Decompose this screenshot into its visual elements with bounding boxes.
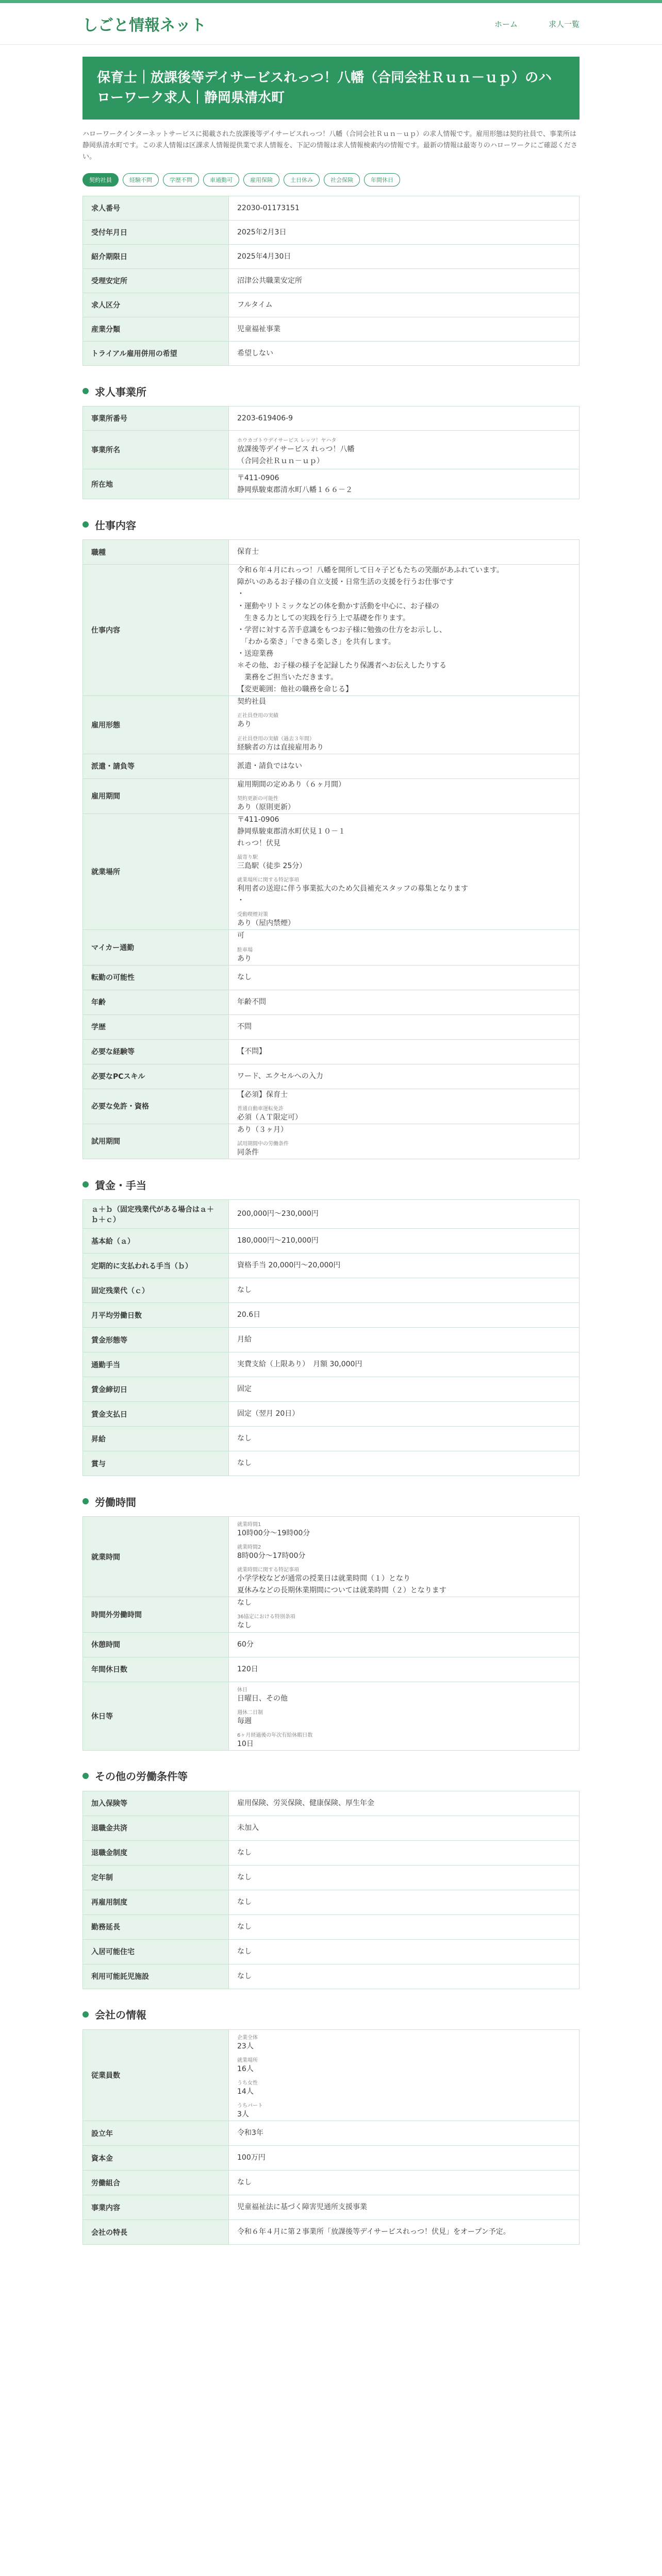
sub-label: 試用期間中の労働条件 (237, 1141, 289, 1147)
bullet-icon (82, 1773, 89, 1779)
hours-table (82, 1516, 580, 1751)
sub-label: 受動喫煙対策 (237, 912, 268, 918)
section-heading-hours: 労働時間 (82, 1494, 580, 1509)
value-text: 令和６年４月にれっつ！八幡を開所して日々子どもたちの笑顔があふれています。 障がいのあるお子様の自立支援・日常生活の支援を行うお仕事です ・ ・運動やリトミックなどの体を動かす活動を中心に、お子様の 生きる力としての実践を行う上で基礎を作ります。 ・学習に対する苦手意識をもつお子様に勉強の仕方をお示しし、 「わかる楽さ」「できる楽しさ」を共有します。 ・送迎業務 ＊その他、お子様の様子を記録したり保護者へお伝えしたりする 業務をご担当いただきます。 【変更範囲：他社の職務を命じる】 (237, 566, 504, 694)
row-label: 労働組合 (83, 2171, 229, 2195)
sub-label: 正社員登用の実績 (237, 713, 278, 719)
row-label: 試用期間 (83, 1124, 229, 1159)
table-row (83, 1377, 580, 1402)
company-info-table (82, 2029, 580, 2245)
row-label: 休日等 (83, 1682, 229, 1750)
table-row (83, 565, 580, 696)
tag-badge: 土日休み (284, 173, 320, 187)
sub-label: 週休二日制 (237, 1709, 263, 1716)
row-label: 年間休日数 (83, 1657, 229, 1682)
sub-value: 必須（ＡＴ限定可） (237, 1113, 302, 1122)
row-value (229, 1278, 580, 1303)
row-label: ａ＋ｂ（固定残業代がある場合はａ＋ｂ＋ｃ） (83, 1200, 229, 1229)
row-label: 退職金制度 (83, 1840, 229, 1865)
value-text: 派遣・請負ではない (237, 761, 302, 770)
sub-label: 就業時間2 (237, 1545, 261, 1551)
table-row (83, 1278, 580, 1303)
table-row (83, 1200, 580, 1229)
table-row (83, 1253, 580, 1278)
row-value (229, 1303, 580, 1328)
row-label: 基本給（ａ） (83, 1229, 229, 1253)
tag-badge: 契約社員 (82, 173, 119, 187)
row-value (229, 293, 580, 317)
row-label: 加入保険等 (83, 1791, 229, 1816)
page-title: 保育士｜放課後等デイサービスれっつ！八幡（合同会社Ｒｕｎ－ｕｐ）のハローワーク求人｜静岡県清水町 (82, 57, 580, 120)
value-text: なし (237, 1947, 252, 1956)
site-logo[interactable]: しごと情報ネット (82, 16, 206, 35)
work-table (82, 539, 580, 1159)
value-text: 23人 (237, 2042, 254, 2050)
table-row (83, 1840, 580, 1865)
value-text: なし (237, 1848, 252, 1857)
value-text: なし (237, 1922, 252, 1931)
value-text: 2025年2月3日 (237, 228, 287, 236)
table-row (83, 1964, 580, 1989)
row-value (229, 1914, 580, 1939)
table-row (83, 1039, 580, 1064)
row-value (229, 1229, 580, 1253)
value-text: 契約社員 (237, 698, 266, 706)
row-value (229, 1517, 580, 1597)
row-label: 事業所名 (83, 431, 229, 469)
row-label: 月平均労働日数 (83, 1303, 229, 1328)
sub-label: 就業時間1 (237, 1522, 261, 1528)
row-value (229, 1377, 580, 1402)
value-text: フルタイム (237, 300, 273, 309)
table-row (83, 754, 580, 778)
sub-label: 契約更新の可能性 (237, 795, 278, 802)
table-row (83, 221, 580, 245)
sub-label: 6ヶ月経過後の年次有給休暇日数 (237, 1732, 313, 1738)
value-text: なし (237, 1972, 252, 1980)
table-row (83, 2121, 580, 2146)
other-conditions-table (82, 1791, 580, 1989)
row-value (229, 1124, 580, 1159)
row-value (229, 814, 580, 930)
section-heading-wage: 賃金・手当 (82, 1177, 580, 1192)
row-label: 事業内容 (83, 2195, 229, 2220)
table-row (83, 245, 580, 269)
table-row (83, 540, 580, 565)
value-text: 〒411-0906 静岡県駿東郡清水町伏見１０－１ れっつ！伏見 (237, 815, 345, 848)
value-text: 2025年4月30日 (237, 252, 291, 261)
row-label: 再雇用制度 (83, 1890, 229, 1914)
sub-label: うち女性 (237, 2080, 258, 2087)
sub-value: 3人 (237, 2110, 249, 2119)
row-value (229, 196, 580, 221)
row-label: 就業場所 (83, 814, 229, 930)
value-text: 沼津公共職業安定所 (237, 276, 302, 285)
sub-label: 36協定における特別条項 (237, 1614, 295, 1620)
row-value (229, 1200, 580, 1229)
row-label: 勤務延長 (83, 1914, 229, 1939)
value-text: 2203-619406-9 (237, 414, 293, 422)
bullet-icon (82, 388, 89, 394)
row-label: 受理安定所 (83, 269, 229, 293)
row-value (229, 1657, 580, 1682)
table-row (83, 1939, 580, 1964)
row-label: 派遣・請負等 (83, 754, 229, 778)
row-value (229, 778, 580, 814)
row-value (229, 431, 580, 469)
row-value (229, 1039, 580, 1064)
tag-badge: 車通勤可 (203, 173, 239, 187)
row-value (229, 1865, 580, 1890)
row-value (229, 1328, 580, 1352)
value-text: なし (237, 1285, 252, 1294)
row-label: 会社の特長 (83, 2220, 229, 2245)
row-value (229, 269, 580, 293)
table-row (83, 1632, 580, 1657)
value-text: 180,000円〜210,000円 (237, 1236, 319, 1245)
value-text: 雇用期間の定めあり（６ヶ月間） (237, 780, 345, 789)
row-label: 学歴 (83, 1014, 229, 1039)
sub-value: 14人 (237, 2088, 254, 2096)
tag-badge: 年間休日 (364, 173, 400, 187)
table-row (83, 1657, 580, 1682)
row-label: 休憩時間 (83, 1632, 229, 1657)
row-label: 賃金締切日 (83, 1377, 229, 1402)
sub-value: 10日 (237, 1739, 254, 1748)
table-row (83, 1328, 580, 1352)
value-text: 100万円 (237, 2154, 266, 2162)
bullet-icon (82, 2011, 89, 2018)
value-text: 雇用保険、労災保険、健康保険、厚生年金 (237, 1799, 374, 1807)
row-value (229, 930, 580, 965)
value-text: なし (237, 1459, 252, 1467)
table-row (83, 431, 580, 469)
value-text: なし (237, 1434, 252, 1443)
row-label: 資本金 (83, 2146, 229, 2171)
sub-value: 16人 (237, 2064, 254, 2073)
row-label: 定期的に支払われる手当（ｂ） (83, 1253, 229, 1278)
row-label: 固定残業代（ｃ） (83, 1278, 229, 1303)
section-heading-work: 仕事内容 (82, 517, 580, 532)
value-text: 【不問】 (237, 1047, 266, 1056)
site-header (0, 3, 662, 45)
table-row (83, 1890, 580, 1914)
row-value (229, 1682, 580, 1750)
sub-label: 最寄り駅 (237, 855, 258, 861)
table-row (83, 2220, 580, 2245)
row-value (229, 696, 580, 754)
row-value (229, 1427, 580, 1451)
row-label: マイカー通勤 (83, 930, 229, 965)
sub-value: なし (237, 1621, 252, 1630)
wage-table (82, 1199, 580, 1476)
row-label: 入居可能住宅 (83, 1939, 229, 1964)
row-value (229, 1791, 580, 1816)
row-label: 賃金支払日 (83, 1402, 229, 1427)
sub-label: 就業場所に関する特記事項 (237, 877, 299, 884)
table-row (83, 317, 580, 342)
row-value (229, 342, 580, 366)
tag-list (82, 173, 580, 187)
row-label: 転勤の可能性 (83, 965, 229, 990)
table-row (83, 2171, 580, 2195)
row-value (229, 565, 580, 696)
row-value (229, 1632, 580, 1657)
row-value (229, 1253, 580, 1278)
table-row (83, 1064, 580, 1089)
row-label: 賞与 (83, 1451, 229, 1476)
row-label: 必要な免許・資格 (83, 1089, 229, 1124)
value-text: 固定 (237, 1384, 252, 1393)
bullet-icon (82, 521, 89, 528)
value-text: 未加入 (237, 1823, 259, 1832)
value-text: なし (237, 1873, 252, 1882)
table-row (83, 1451, 580, 1476)
table-row (83, 2195, 580, 2220)
value-text: 60分 (237, 1640, 254, 1649)
row-value (229, 1890, 580, 1914)
sub-label: 正社員登用の実績（過去３年間） (237, 736, 315, 742)
row-label: 年齢 (83, 990, 229, 1014)
sub-value: 同条件 (237, 1148, 259, 1157)
value-text: なし (237, 1897, 252, 1906)
table-row (83, 1914, 580, 1939)
sub-value: 利用者の送迎に伴う事業拡大のため欠員補充スタッフの募集となります ・ (237, 885, 468, 905)
row-label: 受付年月日 (83, 221, 229, 245)
row-label: 必要な経験等 (83, 1039, 229, 1064)
section-heading-other: その他の労働条件等 (82, 1768, 580, 1784)
row-value (229, 1816, 580, 1840)
row-label: 求人区分 (83, 293, 229, 317)
table-row (83, 696, 580, 754)
value-text: ワード、エクセルへの入力 (237, 1072, 323, 1080)
table-row (83, 930, 580, 965)
row-value (229, 1014, 580, 1039)
table-row (83, 1791, 580, 1816)
row-value (229, 540, 580, 565)
row-value (229, 2195, 580, 2220)
row-label: 定年制 (83, 1865, 229, 1890)
sub-value: あり（屋内禁煙） (237, 919, 295, 928)
row-value (229, 2121, 580, 2146)
sub-label: うちパート (237, 2103, 263, 2109)
table-row (83, 1014, 580, 1039)
row-label: 産業分類 (83, 317, 229, 342)
tag-badge: 雇用保険 (243, 173, 279, 187)
kana-reading: ホウカゴトウデイサービス レッツ！ヤハタ (237, 437, 337, 444)
value-text: 200,000円〜230,000円 (237, 1209, 319, 1218)
value-text: 放課後等デイサービス れっつ！八幡 （合同会社Ｒｕｎ－ｕｐ） (237, 445, 355, 465)
row-label: 仕事内容 (83, 565, 229, 696)
table-row (83, 2029, 580, 2121)
table-row (83, 1597, 580, 1632)
row-label: 雇用形態 (83, 696, 229, 754)
row-label: 事業所番号 (83, 406, 229, 431)
sub-value: 経験者の方は直接雇用あり (237, 743, 324, 752)
value-text: 児童福祉法に基づく障害児通所支援事業 (237, 2203, 367, 2212)
row-label: トライアル雇用併用の希望 (83, 342, 229, 366)
table-row (83, 814, 580, 930)
value-text: 〒411-0906 静岡県駿東郡清水町八幡１６６－２ (237, 473, 353, 494)
row-label: 賃金形態等 (83, 1328, 229, 1352)
value-text: 日曜日、その他 (237, 1694, 288, 1703)
row-value (229, 406, 580, 431)
row-value (229, 2171, 580, 2195)
row-value (229, 1597, 580, 1632)
table-row (83, 269, 580, 293)
row-value (229, 245, 580, 269)
sub-value: 毎週 (237, 1717, 252, 1725)
nav-home-link[interactable]: ホーム (494, 20, 518, 29)
sub-value: 小学学校などが通常の授業日は就業時間（１）となり 夏休みなどの長期休業期間については就業時間（２）となります (237, 1574, 446, 1595)
value-text: 年齢不問 (237, 997, 266, 1006)
row-value (229, 965, 580, 990)
value-text: なし (237, 973, 252, 981)
row-value (229, 1840, 580, 1865)
value-text: 令和3年 (237, 2129, 263, 2138)
row-value (229, 317, 580, 342)
table-row (83, 965, 580, 990)
table-row (83, 406, 580, 431)
value-text: 20.6日 (237, 1310, 261, 1319)
value-text: 希望しない (237, 349, 273, 358)
table-row (83, 1865, 580, 1890)
table-row (83, 1402, 580, 1427)
sub-label: 就業場所 (237, 2057, 258, 2063)
value-text: 児童福祉事業 (237, 325, 280, 333)
table-row (83, 1352, 580, 1377)
row-label: 従業員数 (83, 2029, 229, 2121)
table-row (83, 1124, 580, 1159)
section-heading-company: 求人事業所 (82, 383, 580, 399)
tag-badge: 社会保険 (324, 173, 360, 187)
value-text: 資格手当 20,000円〜20,000円 (237, 1261, 341, 1269)
table-row (83, 469, 580, 499)
row-value (229, 2146, 580, 2171)
row-value (229, 2220, 580, 2245)
table-row (83, 342, 580, 366)
value-text: 固定（翌月 20日） (237, 1409, 300, 1418)
sub-label: 就業時間に関する特記事項 (237, 1567, 299, 1573)
row-value (229, 754, 580, 778)
table-row (83, 293, 580, 317)
row-label: 所在地 (83, 469, 229, 499)
section-heading-info: 会社の情報 (82, 2007, 580, 2022)
sub-label: 企業全体 (237, 2035, 258, 2041)
row-label: 就業時間 (83, 1517, 229, 1597)
sub-value: 8時00分〜17時00分 (237, 1552, 306, 1561)
lead-text: ハローワークインターネットサービスに掲載された放課後等デイサービスれっつ！八幡（合同会社Ｒｕｎ－ｕｐ）の求人情報です。雇用形態は契約社員で、事業所は静岡県清水町です。この求人情報は区課求人情報提供業で求人情報を、下記の情報は求人情報検索内の情報です。最新の情報は最寄りのハローワークにご確認ください。 (82, 130, 577, 161)
bullet-icon (82, 1181, 89, 1188)
row-value (229, 1064, 580, 1089)
nav-job-list-link[interactable]: 求人一覧 (548, 20, 580, 29)
row-value (229, 469, 580, 499)
row-label: 設立年 (83, 2121, 229, 2146)
table-row (83, 1303, 580, 1328)
header-nav (494, 19, 580, 29)
main-content (82, 57, 580, 2245)
row-value (229, 990, 580, 1014)
table-row (83, 1816, 580, 1840)
sub-label: 普通自動車運転免許 (237, 1106, 284, 1112)
table-row (83, 1427, 580, 1451)
value-text: 令和６年４月に第２事業所「放課後等デイサービスれっつ！伏見」をオープン予定。 (237, 2228, 510, 2236)
row-value (229, 1939, 580, 1964)
row-value (229, 1089, 580, 1124)
company-table (82, 406, 580, 499)
value-text: 10時00分〜19時00分 (237, 1529, 310, 1537)
value-text: 22030-01173151 (237, 204, 300, 212)
value-text: 実費支給（上限あり） 月額 30,000円 (237, 1360, 362, 1368)
sub-value: あり (237, 720, 252, 729)
sub-value: あり (237, 954, 252, 963)
tag-badge: 経験不問 (123, 173, 159, 187)
row-label: 職種 (83, 540, 229, 565)
value-text: 保育士 (237, 548, 259, 556)
row-label: 必要なPCスキル (83, 1064, 229, 1089)
value-text: 月給 (237, 1335, 252, 1344)
row-label: 退職金共済 (83, 1816, 229, 1840)
row-value (229, 1402, 580, 1427)
row-value (229, 221, 580, 245)
row-value (229, 2029, 580, 2121)
value-text: なし (237, 2178, 252, 2187)
table-row (83, 1517, 580, 1597)
basic-info-table (82, 196, 580, 366)
bullet-icon (82, 1498, 89, 1504)
row-label: 求人番号 (83, 196, 229, 221)
tag-badge: 学歴不問 (163, 173, 199, 187)
sub-value: 三島駅（徒歩 25分） (237, 862, 307, 871)
value-text: 不問 (237, 1022, 252, 1031)
value-text: 【必須】保育士 (237, 1090, 288, 1099)
value-text: なし (237, 1599, 252, 1607)
table-row (83, 196, 580, 221)
table-row (83, 1089, 580, 1124)
table-row (83, 1229, 580, 1253)
row-label: 通勤手当 (83, 1352, 229, 1377)
row-label: 紹介期限日 (83, 245, 229, 269)
sub-label: 休日 (237, 1687, 247, 1693)
row-value (229, 1352, 580, 1377)
table-row (83, 1682, 580, 1750)
row-label: 昇給 (83, 1427, 229, 1451)
value-text: 120日 (237, 1665, 258, 1673)
table-row (83, 778, 580, 814)
table-row (83, 990, 580, 1014)
row-label: 利用可能託児施設 (83, 1964, 229, 1989)
row-value (229, 1964, 580, 1989)
sub-value: あり（原則更新） (237, 803, 295, 811)
table-row (83, 2146, 580, 2171)
value-text: あり（３ヶ月） (237, 1125, 288, 1134)
row-label: 雇用期間 (83, 778, 229, 814)
sub-label: 駐車場 (237, 947, 253, 953)
row-value (229, 1451, 580, 1476)
value-text: 可 (237, 931, 244, 940)
row-label: 時間外労働時間 (83, 1597, 229, 1632)
